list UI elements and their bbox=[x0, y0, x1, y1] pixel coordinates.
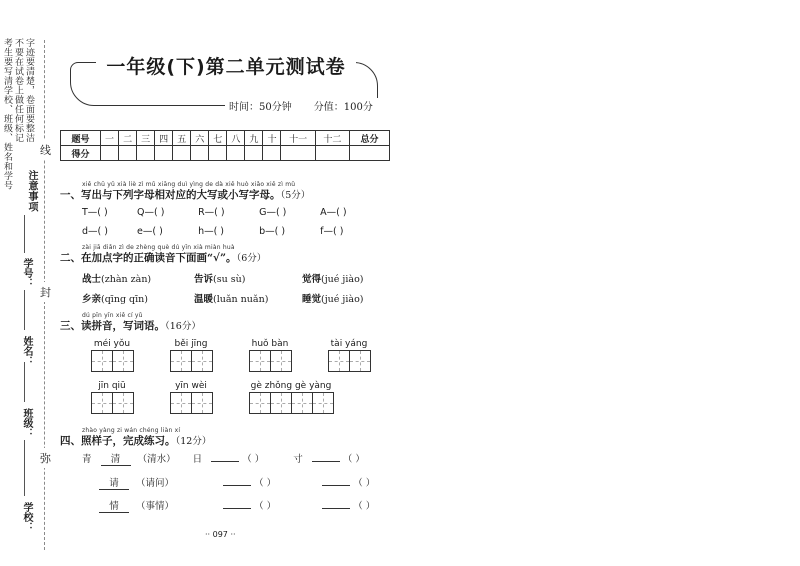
section-1-row-1 bbox=[82, 207, 378, 218]
col-12: 十二 bbox=[315, 131, 349, 146]
score-table bbox=[60, 130, 390, 161]
name-label: 姓名： bbox=[21, 336, 32, 366]
section-1-row-2 bbox=[82, 226, 378, 237]
word-options: (qīng qīn) bbox=[101, 294, 149, 305]
section-4-title bbox=[60, 434, 211, 449]
grid-cell[interactable] bbox=[312, 392, 334, 414]
class-line bbox=[24, 362, 25, 402]
class-label: 班级： bbox=[21, 408, 32, 438]
grid-cell[interactable] bbox=[170, 350, 192, 372]
word-chars: 乡亲 bbox=[82, 294, 102, 305]
section-2-heading bbox=[60, 244, 266, 266]
section-3-title bbox=[60, 319, 201, 334]
word-blank[interactable]: （ ） bbox=[353, 501, 376, 512]
col-8: 八 bbox=[227, 131, 245, 146]
score-cell[interactable] bbox=[227, 146, 245, 161]
section-3-title-text: 三、读拼音，写词语。 bbox=[60, 320, 165, 332]
grid-cell[interactable] bbox=[112, 392, 134, 414]
notice-line-3: 字迹要清楚，卷面要整洁 bbox=[24, 38, 34, 143]
word-options: (jué jiào) bbox=[321, 294, 364, 305]
writing-grid[interactable] bbox=[328, 338, 370, 372]
grid-cell[interactable] bbox=[349, 350, 371, 372]
score-cell[interactable] bbox=[101, 146, 119, 161]
grid-pinyin: jīn qiū bbox=[98, 381, 126, 391]
example-word: （事情） bbox=[136, 501, 175, 512]
grid-cell[interactable] bbox=[249, 350, 271, 372]
example-word: （请问） bbox=[136, 478, 175, 489]
grid-cell[interactable] bbox=[328, 350, 350, 372]
letter-item[interactable]: T—( ) bbox=[82, 207, 108, 218]
grid-pinyin: gè zhǒng gè yàng bbox=[250, 381, 332, 391]
col-4: 四 bbox=[155, 131, 173, 146]
letter-item[interactable]: h—( ) bbox=[198, 226, 225, 237]
pronunciation-item[interactable] bbox=[82, 271, 151, 285]
writing-grid[interactable] bbox=[170, 338, 212, 372]
section-4-points: （12分） bbox=[175, 436, 212, 447]
score-cell[interactable] bbox=[281, 146, 315, 161]
word-chars: 温暖 bbox=[194, 294, 214, 305]
answer-blank[interactable] bbox=[312, 461, 340, 462]
answer-blank[interactable] bbox=[223, 508, 251, 509]
answer-blank[interactable] bbox=[223, 485, 251, 486]
student-no-line bbox=[24, 215, 25, 253]
word-chars: 觉得 bbox=[302, 274, 322, 285]
pronunciation-item[interactable] bbox=[194, 271, 245, 285]
section-2-pinyin: zài jiā diǎn zì de zhèng què dú yīn xià miàn huà bbox=[82, 244, 235, 251]
exercise-row-2 bbox=[82, 475, 375, 490]
grid-cell[interactable] bbox=[270, 392, 292, 414]
exercise-row-1 bbox=[82, 451, 365, 466]
grid-pinyin: méi yǒu bbox=[93, 339, 131, 349]
col-6: 六 bbox=[191, 131, 209, 146]
section-4-heading bbox=[60, 427, 211, 449]
page-title: 一年级(下)第二单元测试卷 bbox=[96, 52, 356, 79]
grid-cell[interactable] bbox=[170, 392, 192, 414]
binding-margin bbox=[0, 0, 58, 566]
score-label: 得分 bbox=[61, 146, 101, 161]
pronunciation-item[interactable] bbox=[302, 291, 364, 305]
word-chars: 睡觉 bbox=[302, 294, 322, 305]
word-options: (su sù) bbox=[213, 274, 246, 285]
word-blank[interactable]: （ ） bbox=[353, 478, 376, 489]
student-no-label: 学号： bbox=[21, 258, 32, 288]
exam-info bbox=[225, 98, 399, 113]
grid-cell[interactable] bbox=[112, 350, 134, 372]
col-11: 十一 bbox=[281, 131, 315, 146]
score-cell[interactable] bbox=[119, 146, 137, 161]
score-cell[interactable] bbox=[191, 146, 209, 161]
word-blank[interactable]: （ ） bbox=[254, 501, 277, 512]
notice-line-2: 不要在试卷上做任何标记 bbox=[13, 38, 23, 143]
writing-grid[interactable] bbox=[91, 338, 133, 372]
col-5: 五 bbox=[173, 131, 191, 146]
page-number: ·· 097 ·· bbox=[205, 530, 236, 539]
letter-item[interactable]: e—( ) bbox=[137, 226, 163, 237]
grid-pinyin: yīn wèi bbox=[175, 381, 207, 391]
grid-cell[interactable] bbox=[270, 350, 292, 372]
letter-item[interactable]: Q—( ) bbox=[137, 207, 165, 218]
col-total: 总分 bbox=[350, 131, 390, 146]
pronunciation-item[interactable] bbox=[82, 291, 148, 305]
letter-item[interactable]: A—( ) bbox=[320, 207, 347, 218]
time-limit: 时间：50分钟 bbox=[229, 102, 292, 113]
grid-pinyin: huǒ bàn bbox=[251, 339, 289, 349]
word-blank[interactable]: （ ） bbox=[242, 454, 265, 465]
letter-item[interactable]: b—( ) bbox=[259, 226, 286, 237]
col-3: 三 bbox=[137, 131, 155, 146]
example-answer: 清 bbox=[101, 451, 131, 466]
score-cell[interactable] bbox=[315, 146, 349, 161]
grid-cell[interactable] bbox=[91, 350, 113, 372]
writing-grid[interactable] bbox=[170, 380, 212, 414]
section-2-title-text: 二、在加点字的正确读音下面画“√”。 bbox=[60, 252, 237, 264]
grid-cell[interactable] bbox=[249, 392, 271, 414]
col-9: 九 bbox=[245, 131, 263, 146]
grid-cell[interactable] bbox=[91, 392, 113, 414]
score-cell[interactable] bbox=[173, 146, 191, 161]
word-options: (jué jiào) bbox=[321, 274, 364, 285]
example-answer: 情 bbox=[99, 498, 129, 513]
example-base-char: 青 bbox=[82, 454, 92, 465]
section-3-pinyin: dú pīn yīn xiě cí yǔ bbox=[82, 312, 143, 319]
question-number-label: 题号 bbox=[61, 131, 101, 146]
grid-pinyin: běi jīng bbox=[174, 339, 208, 349]
word-chars: 告诉 bbox=[194, 274, 214, 285]
word-blank[interactable]: （ ） bbox=[254, 478, 277, 489]
word-options: (luǎn nuǎn) bbox=[213, 294, 269, 305]
grid-pinyin: tài yáng bbox=[330, 339, 368, 349]
section-1-title-text: 一、写出与下列字母相对应的大写或小写字母。 bbox=[60, 189, 281, 201]
writing-grid[interactable] bbox=[249, 338, 291, 372]
answer-blank[interactable] bbox=[211, 461, 239, 462]
school-label: 学校： bbox=[21, 502, 32, 532]
col-7: 七 bbox=[209, 131, 227, 146]
section-3-points: （16分） bbox=[165, 321, 201, 332]
cut-mark-seal: 封 bbox=[40, 282, 51, 302]
notice-line-1: 考生要写清学校、班级、姓名和学号 bbox=[2, 38, 12, 190]
pronunciation-item[interactable] bbox=[194, 291, 268, 305]
notice-title: 注意事项 bbox=[26, 170, 37, 212]
col-10: 十 bbox=[263, 131, 281, 146]
score-cell[interactable] bbox=[137, 146, 155, 161]
school-line bbox=[24, 440, 25, 496]
section-2-title bbox=[60, 251, 266, 266]
word-blank[interactable]: （ ） bbox=[342, 454, 365, 465]
section-4-title-text: 四、照样子，完成练习。 bbox=[60, 435, 176, 447]
section-1-points: （5分） bbox=[280, 190, 311, 201]
score-cell[interactable] bbox=[245, 146, 263, 161]
writing-grid[interactable] bbox=[249, 380, 333, 414]
col-2: 二 bbox=[119, 131, 137, 146]
example-word: （清水） bbox=[137, 454, 176, 465]
score-cell[interactable] bbox=[350, 146, 390, 161]
col-1: 一 bbox=[101, 131, 119, 146]
grid-cell[interactable] bbox=[291, 392, 313, 414]
grid-cell[interactable] bbox=[191, 392, 213, 414]
exercise-row-3 bbox=[82, 498, 375, 513]
score-cell[interactable] bbox=[263, 146, 281, 161]
word-options: (zhàn zàn) bbox=[101, 274, 152, 285]
word-chars: 战士 bbox=[82, 274, 102, 285]
writing-grid[interactable] bbox=[91, 380, 133, 414]
base-char-cun: 寸 bbox=[293, 454, 303, 465]
letter-item[interactable]: R—( ) bbox=[198, 207, 225, 218]
letter-item[interactable]: G—( ) bbox=[259, 207, 287, 218]
section-2-points: （6分） bbox=[236, 253, 267, 264]
score-table-header-row bbox=[61, 131, 390, 146]
cut-mark-mi: 弥 bbox=[40, 448, 51, 468]
letter-item[interactable]: d—( ) bbox=[82, 226, 108, 237]
pronunciation-item[interactable] bbox=[302, 271, 364, 285]
section-1-pinyin: xiě chū yǔ xià liè zì mǔ xiāng duì yìng de dà xiě huò xiǎo xiě zì mǔ bbox=[82, 181, 296, 188]
section-1-title bbox=[60, 188, 310, 203]
section-4-pinyin: zhào yàng zi wán chéng liàn xí bbox=[82, 427, 181, 434]
letter-item[interactable]: f—( ) bbox=[320, 226, 344, 237]
grid-cell[interactable] bbox=[191, 350, 213, 372]
section-3-heading bbox=[60, 312, 201, 334]
base-char-ri: 日 bbox=[192, 454, 203, 465]
score-table-score-row bbox=[61, 146, 390, 161]
answer-blank[interactable] bbox=[322, 485, 350, 486]
name-line bbox=[24, 290, 25, 330]
answer-blank[interactable] bbox=[322, 508, 350, 509]
score-cell[interactable] bbox=[209, 146, 227, 161]
section-1-heading bbox=[60, 181, 310, 203]
example-answer: 请 bbox=[99, 475, 129, 490]
total-score: 分值：100分 bbox=[313, 102, 373, 113]
cut-mark-line: 线 bbox=[40, 140, 51, 160]
score-cell[interactable] bbox=[155, 146, 173, 161]
